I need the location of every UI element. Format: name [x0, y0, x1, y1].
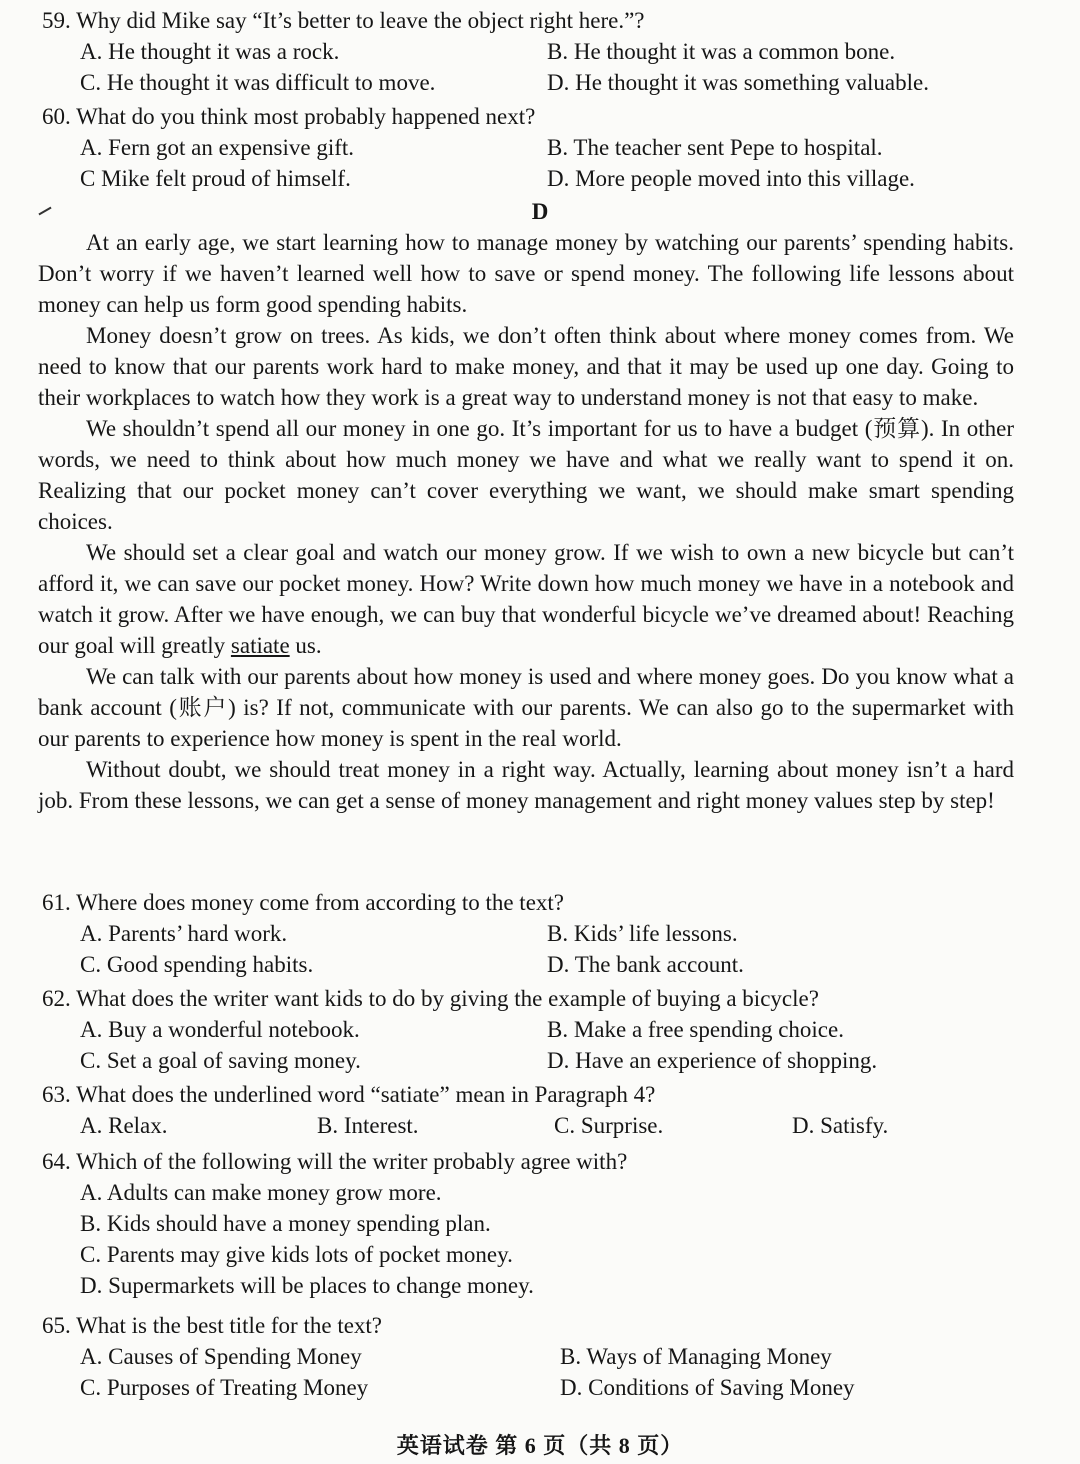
option-d: D. The bank account.: [547, 952, 744, 977]
passage-paragraph-1: At an early age, we start learning how to manage money by watching our parents’ spending habits. Don’t worry if we haven’t learned well how to save or spend money. The following life lessons about money can help us form good spending habits.: [38, 230, 1014, 317]
option-b: B. Kids’ life lessons.: [547, 921, 738, 946]
question-stem: 65. What is the best title for the text?: [42, 1313, 383, 1338]
passage-paragraph-6: Without doubt, we should treat money in a right way. Actually, learning about money isn’t a hard job. From these lessons, we can get a sense of money management and right money values step by step!: [38, 757, 1014, 813]
question-64: [42, 1146, 1040, 1301]
question-stem: 62. What does the writer want kids to do by giving the example of buying a bicycle?: [42, 986, 819, 1011]
option-d: D. He thought it was something valuable.: [547, 70, 929, 95]
option-b: B. Make a free spending choice.: [547, 1017, 844, 1042]
reading-passage: [38, 227, 1014, 816]
section-heading: D: [531, 199, 549, 224]
option-d: D. Supermarkets will be places to change money.: [80, 1273, 534, 1298]
option-d: D. Satisfy.: [792, 1113, 889, 1138]
question-65: [42, 1310, 1040, 1403]
question-61: [42, 887, 1040, 980]
question-stem: 59. Why did Mike say “It’s better to leave the object right here.”?: [42, 8, 645, 33]
option-b: B. Kids should have a money spending plan.: [80, 1211, 491, 1236]
question-stem: 64. Which of the following will the writer probably agree with?: [42, 1149, 628, 1174]
option-b: B. The teacher sent Pepe to hospital.: [547, 135, 883, 160]
option-d: D. More people moved into this village.: [547, 166, 915, 191]
option-c: C. Surprise.: [554, 1113, 664, 1138]
paragraph-text: We should set a clear goal and watch our money grow. If we wish to own a new bicycle but can’t afford it, we can save our pocket money. How? Write down how much money we have in a notebook and watch it grow. After we have enough, we can buy that wonderful bicycle we’ve dreamed about! Reaching our goal will greatly: [38, 540, 1014, 658]
option-c: C Mike felt proud of himself.: [80, 166, 351, 191]
option-a: A. Buy a wonderful notebook.: [80, 1017, 360, 1042]
passage-paragraph-5: We can talk with our parents about how money is used and where money goes. Do you know what a bank account (账户) is? If not, communicate with our parents. We can also go to the supermarket with our parents to experience how money is spent in the real world.: [38, 664, 1014, 751]
option-c: C. Good spending habits.: [80, 952, 314, 977]
question-stem: 60. What do you think most probably happened next?: [42, 104, 536, 129]
option-a: A. He thought it was a rock.: [80, 39, 340, 64]
passage-paragraph-3: We shouldn’t spend all our money in one go. It’s important for us to have a budget (预算). In other words, we need to think about how much money we have and what we really want to spend it on. Realizing that our pocket money can’t cover everything we want, we should make smart spending choices.: [38, 416, 1014, 534]
option-d: D. Conditions of Saving Money: [560, 1375, 855, 1400]
question-stem: 61. Where does money come from according to the text?: [42, 890, 565, 915]
passage-paragraph-4: [38, 537, 1014, 661]
option-b: B. Ways of Managing Money: [560, 1344, 832, 1369]
passage-paragraph-2: Money doesn’t grow on trees. As kids, we don’t often think about where money comes from. We need to know that our parents work hard to make money, and that it may be used up one day. Going to their workplaces to watch how they work is a great way to understand money is not that easy to make.: [38, 323, 1014, 410]
option-c: C. He thought it was difficult to move.: [80, 70, 436, 95]
question-63: [42, 1079, 1040, 1141]
underlined-word: satiate: [230, 633, 290, 658]
option-d: D. Have an experience of shopping.: [547, 1048, 878, 1073]
option-b: B. He thought it was a common bone.: [547, 39, 896, 64]
option-a: A. Parents’ hard work.: [80, 921, 288, 946]
question-60: [42, 101, 1040, 194]
page-footer: 英语试卷 第 6 页（共 8 页）: [396, 1433, 684, 1458]
paragraph-text: us.: [289, 633, 322, 658]
option-a: A. Fern got an expensive gift.: [80, 135, 355, 160]
option-a: A. Causes of Spending Money: [80, 1344, 362, 1369]
question-stem: 63. What does the underlined word “satiate” mean in Paragraph 4?: [42, 1082, 656, 1107]
question-59: [42, 5, 1040, 98]
option-a: A. Adults can make money grow more.: [80, 1180, 442, 1205]
question-62: [42, 983, 1040, 1076]
option-b: B. Interest.: [317, 1113, 419, 1138]
option-c: C. Set a goal of saving money.: [80, 1048, 361, 1073]
option-c: C. Purposes of Treating Money: [80, 1375, 369, 1400]
option-c: C. Parents may give kids lots of pocket money.: [80, 1242, 513, 1267]
option-a: A. Relax.: [80, 1113, 168, 1138]
